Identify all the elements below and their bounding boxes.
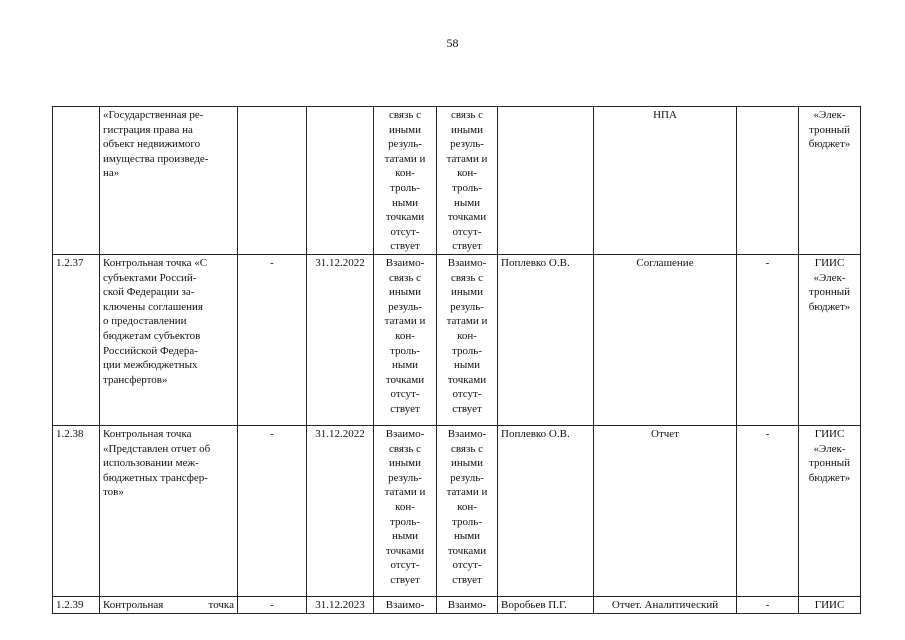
successor-link-cell: Взаимо- связь с иными резуль- татами и кон- троль- ными точками отсут- ствует: [437, 254, 498, 425]
control-point-name-cell: Контрольная точка «С субъектами Россий- ской Федерации за- ключены соглашения о предоставлении бюджетам субъектов Российской Федера- ции межбюджетных трансфертов»: [100, 254, 238, 425]
information-system-cell: ГИИС «Элек- тронный бюджет»: [799, 254, 861, 425]
information-system-cell: ГИИС: [799, 596, 861, 613]
row-number-cell: 1.2.37: [53, 254, 100, 425]
successor-link-cell: связь с иными резуль- татами и кон- троль- ными точками отсут- ствует: [437, 107, 498, 255]
control-point-name-cell: Контрольная точка: [100, 596, 238, 613]
row-number-cell: 1.2.38: [53, 425, 100, 596]
extra-cell: -: [737, 596, 799, 613]
control-point-name-cell: Контрольная точка «Представлен отчет об использовании меж- бюджетных трансфер- тов»: [100, 425, 238, 596]
document-type-cell: Отчет. Аналитический: [594, 596, 737, 613]
end-date-cell: [307, 107, 374, 255]
table-row: [53, 107, 861, 255]
end-date-cell: 31.12.2022: [307, 425, 374, 596]
start-date-cell: -: [238, 254, 307, 425]
successor-link-cell: Взаимо-: [437, 596, 498, 613]
row-number-cell: [53, 107, 100, 255]
end-date-cell: 31.12.2023: [307, 596, 374, 613]
document-type-cell: Соглашение: [594, 254, 737, 425]
predecessor-link-cell: связь с иными резуль- татами и кон- троль- ными точками отсут- ствует: [374, 107, 437, 255]
responsible-cell: Поплевко О.В.: [498, 254, 594, 425]
row-number-cell: 1.2.39: [53, 596, 100, 613]
document-type-cell: Отчет: [594, 425, 737, 596]
responsible-cell: Воробьев П.Г.: [498, 596, 594, 613]
page-number: 58: [446, 36, 459, 50]
responsible-cell: [498, 107, 594, 255]
control-points-table: [52, 106, 861, 614]
control-point-name-cell: «Государственная ре- гистрация права на объект недвижимого имущества произведе- на»: [100, 107, 238, 255]
information-system-cell: ГИИС «Элек- тронный бюджет»: [799, 425, 861, 596]
predecessor-link-cell: Взаимо- связь с иными резуль- татами и кон- троль- ными точками отсут- ствует: [374, 425, 437, 596]
start-date-cell: -: [238, 596, 307, 613]
document-type-cell: НПА: [594, 107, 737, 255]
end-date-cell: 31.12.2022: [307, 254, 374, 425]
table-row: [53, 596, 861, 613]
table-row: [53, 425, 861, 596]
extra-cell: -: [737, 254, 799, 425]
start-date-cell: -: [238, 425, 307, 596]
responsible-cell: Поплевко О.В.: [498, 425, 594, 596]
start-date-cell: [238, 107, 307, 255]
predecessor-link-cell: Взаимо- связь с иными резуль- татами и кон- троль- ными точками отсут- ствует: [374, 254, 437, 425]
successor-link-cell: Взаимо- связь с иными резуль- татами и кон- троль- ными точками отсут- ствует: [437, 425, 498, 596]
extra-cell: [737, 107, 799, 255]
table-row: [53, 254, 861, 425]
extra-cell: -: [737, 425, 799, 596]
information-system-cell: «Элек- тронный бюджет»: [799, 107, 861, 255]
predecessor-link-cell: Взаимо-: [374, 596, 437, 613]
